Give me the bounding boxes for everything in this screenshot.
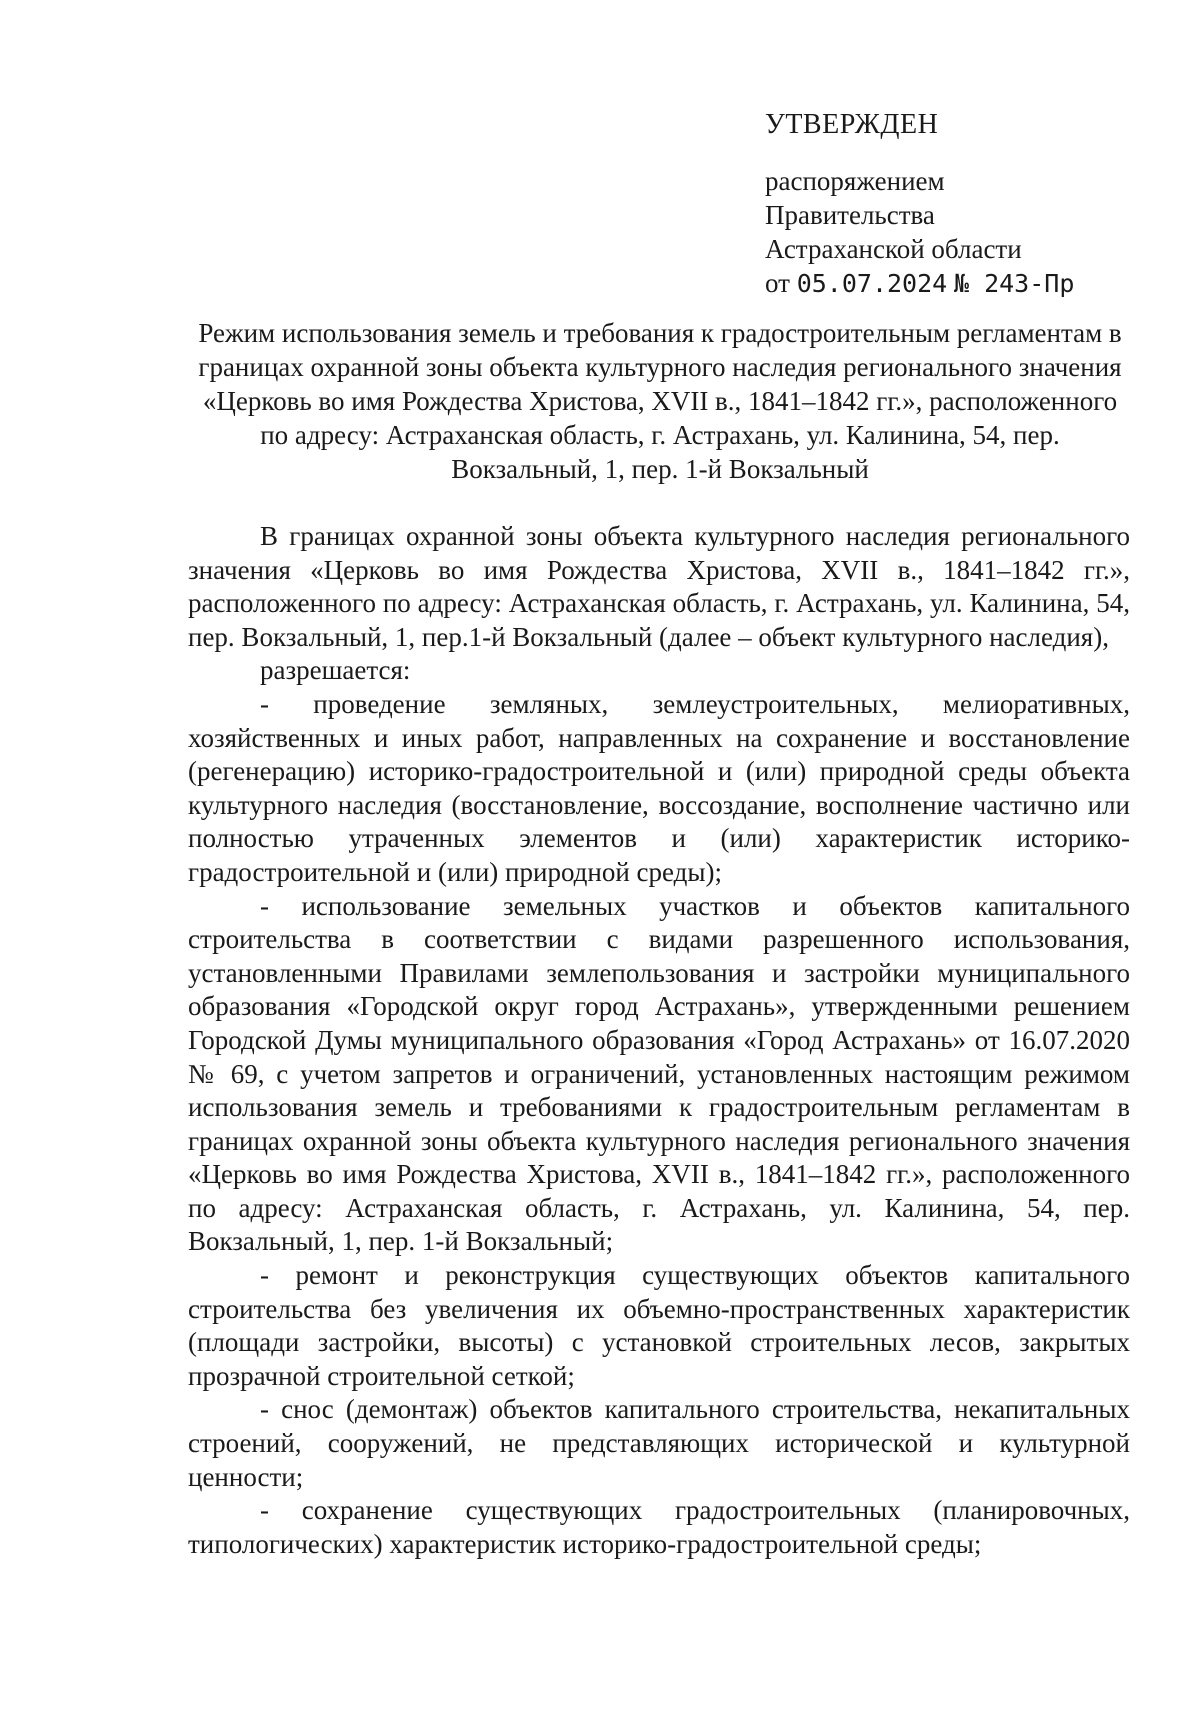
approval-date-number-line (765, 266, 1074, 301)
document-title: Режим использования земель и требования к градостроительным регламентам в границах охранной зоны объекта культурного наследия регионального значения «Церковь во имя Рождества Христова, XVII в., 1841–1842 гг.», расположенного по адресу: Астраханская область, г. Астрахань, ул. Калинина, 54, пер. Вокзальный, 1, пер. 1-й Вокзальный (198, 318, 1122, 484)
approval-title: УТВЕРЖДЕН (765, 109, 939, 140)
approval-from-label: от (765, 268, 790, 298)
approval-block (765, 108, 1074, 301)
body-paragraph-allowed-heading: разрешается: (260, 655, 411, 686)
body-paragraph-land-use: - использование земельных участков и объектов капитального строительства в соответствии с видами разрешенного использования, установленными Правилами землепользования и застройки муниципального образования «Городской округ город Астрахань», утвержденными решением Городской Думы муниципального образования «Город Астрахань» от 16.07.2020 № 69, с учетом запретов и ограничений, установленных настоящим режимом использования земель и требованиями к градостроительным регламентам в границах охранной зоны объекта культурного наследия регионального значения «Церковь во имя Рождества Христова, XVII в., 1841–1842 гг.», расположенного по адресу: Астраханская область, г. Астрахань, ул. Калинина, 54, пер. Вокзальный, 1, пер. 1-й Вокзальный; (188, 890, 1130, 1257)
body-paragraph-demolition: - снос (демонтаж) объектов капитального строительства, некапитальных строений, сооружений, не представляющих исторической и культурной ценности; (188, 1394, 1130, 1492)
body-paragraph-repair: - ремонт и реконструкция существующих объектов капитального строительства без увеличения их объемно-пространственных характеристик (площади застройки, высоты) с установкой строительных лесов, закрытых прозрачной строительной сеткой; (188, 1260, 1130, 1391)
approval-date: 05.07.2024 (796, 269, 948, 298)
approval-number: № 243-Пр (953, 269, 1075, 298)
approval-line-order: распоряжением (765, 166, 945, 196)
approval-line-government: Правительства (765, 200, 935, 230)
document-body (188, 520, 1130, 1561)
body-paragraph-intro: В границах охранной зоны объекта культурного наследия регионального значения «Церковь во имя Рождества Христова, XVII в., 1841–1842 гг.», расположенного по адресу: Астраханская область, г. Астрахань, ул. Калинина, 54, пер. Вокзальный, 1, пер.1-й Вокзальный (далее – объект культурного наследия), (188, 521, 1130, 652)
body-paragraph-preservation: - сохранение существующих градостроительных (планировочных, типологических) характеристик историко-градостроительной среды; (188, 1495, 1130, 1559)
body-paragraph-earthworks: - проведение земляных, землеустроительных, мелиоративных, хозяйственных и иных работ, направленных на сохранение и восстановление (регенерацию) историко-градостроительной и (или) природной среды объекта культурного наследия (восстановление, воссоздание, восполнение частично или полностью утраченных элементов и (или) характеристик историко-градостроительной и (или) природной среды); (188, 688, 1130, 887)
approval-line-region: Астраханской области (765, 234, 1022, 264)
